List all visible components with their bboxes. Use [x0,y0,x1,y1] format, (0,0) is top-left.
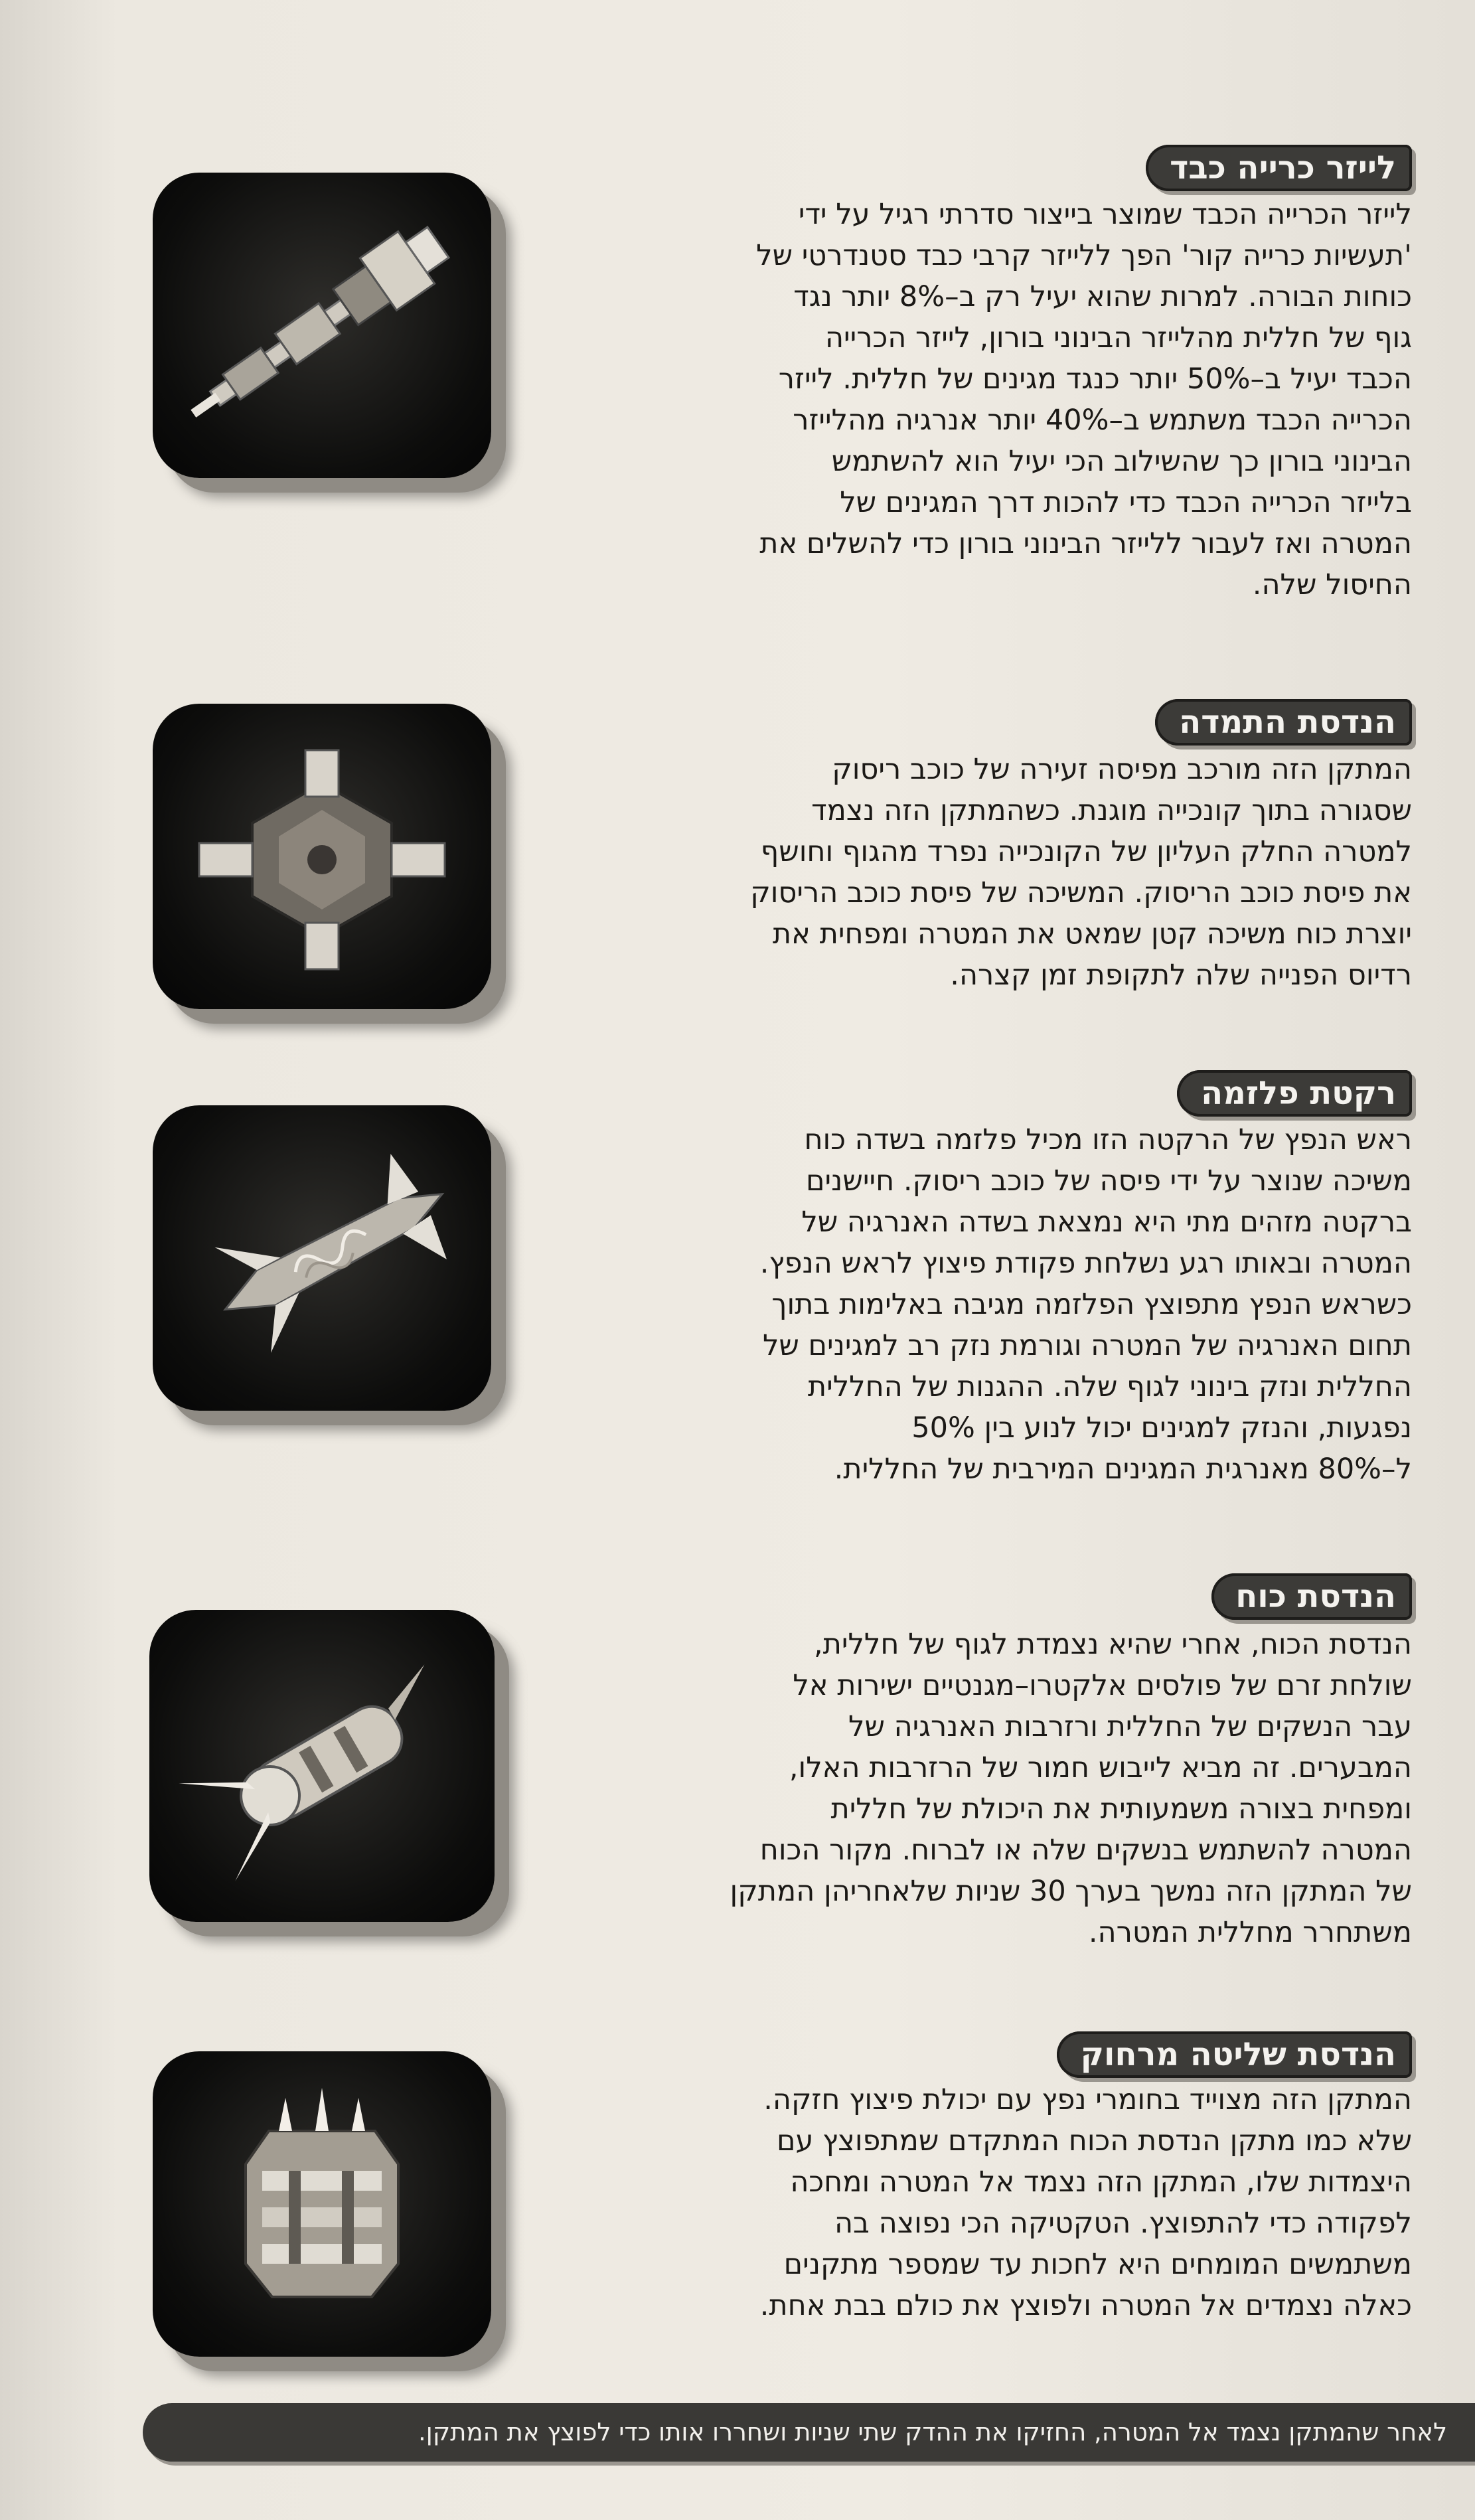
section-title: רקטת פלזמה [1177,1070,1412,1117]
text-line: 'תעשיות כרייה קור' הפך ללייזר קרבי כבד סטנדרטי של [756,239,1412,272]
remote-detonation-device-icon [153,2051,491,2357]
text-line: יוצרת כוח משיכה קטן שמאט את המטרה ומפחית את [772,917,1412,951]
text-line: הכרייה הכבד משתמש ב–40% יותר אנרגיה מהלייזר [793,404,1412,437]
heavy-mining-laser-icon [153,173,491,478]
section-body [549,1624,1412,1953]
text-line: ומפחית בצורה משמעותית את היכולת של חללית [830,1792,1412,1826]
text-line: המטרה להשתמש בנשקים שלה או לברוח. מקור הכוח [759,1834,1412,1867]
text-line: הבינוני בורון כך שהשילוב הכי יעיל הוא להשתמש [831,445,1412,478]
text-line: כשראש הנפץ מתפוצץ הפלזמה מגיבה באלימות בתוך [771,1288,1412,1321]
text-line: רדיוס הפנייה שלה לתקופת זמן קצרה. [950,959,1412,992]
text-line: עבר הנשקים של החללית ורזרבות האנרגיה של [848,1710,1412,1743]
text-line: בלייזר הכרייה הכבד כדי להכות דרך המגינים של [840,486,1412,519]
text-line: שולחת זרם של פולסים אלקטרו–מגנטיים ישירות אל [793,1669,1412,1702]
section-body [549,2079,1412,2326]
text-line: נפגעות, והנזק למגינים יכול לנוע בין 50% [911,1411,1412,1445]
text-line: ברקטה מזהים מתי היא נמצאת בשדה האנרגיה של [801,1206,1412,1239]
section-title: הנדסת שליטה מרחוק [1057,2031,1412,2078]
text-line: ראש הנפץ של הרקטה הזו מכיל פלזמה בשדה כוח [804,1123,1412,1156]
section-title: לייזר כרייה כבד [1146,145,1412,191]
text-line: לפקודה כדי להתפוצץ. הטקטיקה הכי נפוצה בה [834,2207,1412,2240]
text-line: המטרה ובאותו רגע נשלחת פקודת פיצוץ לראש הנפץ. [759,1247,1412,1280]
text-line: של המתקן הזה נמשך בערך 30 שניות שלאחריהן המתקן [730,1875,1412,1908]
section-body [549,749,1412,996]
footer-tip: לאחר שהמתקן נצמד אל המטרה, החזיקו את ההדק שתי שניות ושחררו אותו כדי לפוצץ את המתקן. [143,2403,1475,2462]
text-line: למטרה החלק העליון של הקונכייה נפרד מהגוף וחושף [760,835,1412,868]
text-line: הכבד יעיל ב–50% יותר כנגד מגינים של חללית. לייזר [778,362,1412,396]
text-line: היצמדות שלו, המתקן הזה נצמד אל המטרה ומחכה [790,2166,1412,2199]
text-line: כאלה נצמדים אל המטרה ולפוצץ את כולם בבת אחת. [759,2289,1412,2322]
section-body [549,194,1412,605]
text-line: ל–80% מאנרגית המגינים המירבית של החללית. [834,1453,1412,1486]
section-title: הנדסת התמדה [1155,699,1412,746]
text-line: המתקן הזה מצוייד בחומרי נפץ עם יכולת פיצוץ חזקה. [763,2083,1412,2116]
text-line: שלא כמו מתקן הנדסת הכוח המתקדם שמתפוצץ עם [776,2124,1412,2158]
text-line: משתחרר מחללית המטרה. [1088,1916,1412,1949]
text-line: את פיסת כוכב הריסוק. המשיכה של פיסת כוכב הריסוק [750,876,1412,909]
text-line: כוחות הבורה. למרות שהוא יעיל רק ב–8% יותר נגד [793,280,1412,313]
text-line: החיסול שלה. [1252,568,1412,601]
text-line: לייזר הכרייה הכבד שמוצר בייצור סדרתי רגיל על ידי [798,198,1412,231]
stasis-device-icon [153,704,491,1009]
text-line: המטרה ואז לעבור ללייזר הבינוני בורון כדי להשלים את [759,527,1412,560]
text-line: תחום האנרגיה של המטרה וגורמת נזק רב למגינים של [762,1329,1412,1362]
section-title: הנדסת כוח [1211,1573,1412,1620]
section-body [549,1119,1412,1490]
text-line: משתמשים המומחים היא לחכות עד שמספר מתקנים [783,2248,1412,2281]
text-line: החללית ונזק בינוני לגוף שלה. ההגנות של החללית [807,1370,1412,1403]
text-line: שסגורה בתוך קונכייה מוגנת. כשהמתקן הזה נצמד [811,794,1412,827]
text-line: המבערים. זה מביא לייבוש חמור של הרזרבות האלו, [789,1751,1412,1784]
text-line: משיכה שנוצר על ידי פיסה של כוכב ריסוק. חיישנים [806,1164,1412,1198]
plasma-rocket-icon [153,1105,491,1411]
text-line: הנדסת הכוח, אחרי שהיא נצמדת לגוף של חללית, [813,1628,1412,1661]
text-line: המתקן הזה מורכב מפיסה זעירה של כוכב ריסוק [832,753,1412,786]
text-line: גוף של חללית מהלייזר הבינוני בורון, לייזר הכרייה [824,321,1412,354]
power-device-icon [149,1610,495,1922]
